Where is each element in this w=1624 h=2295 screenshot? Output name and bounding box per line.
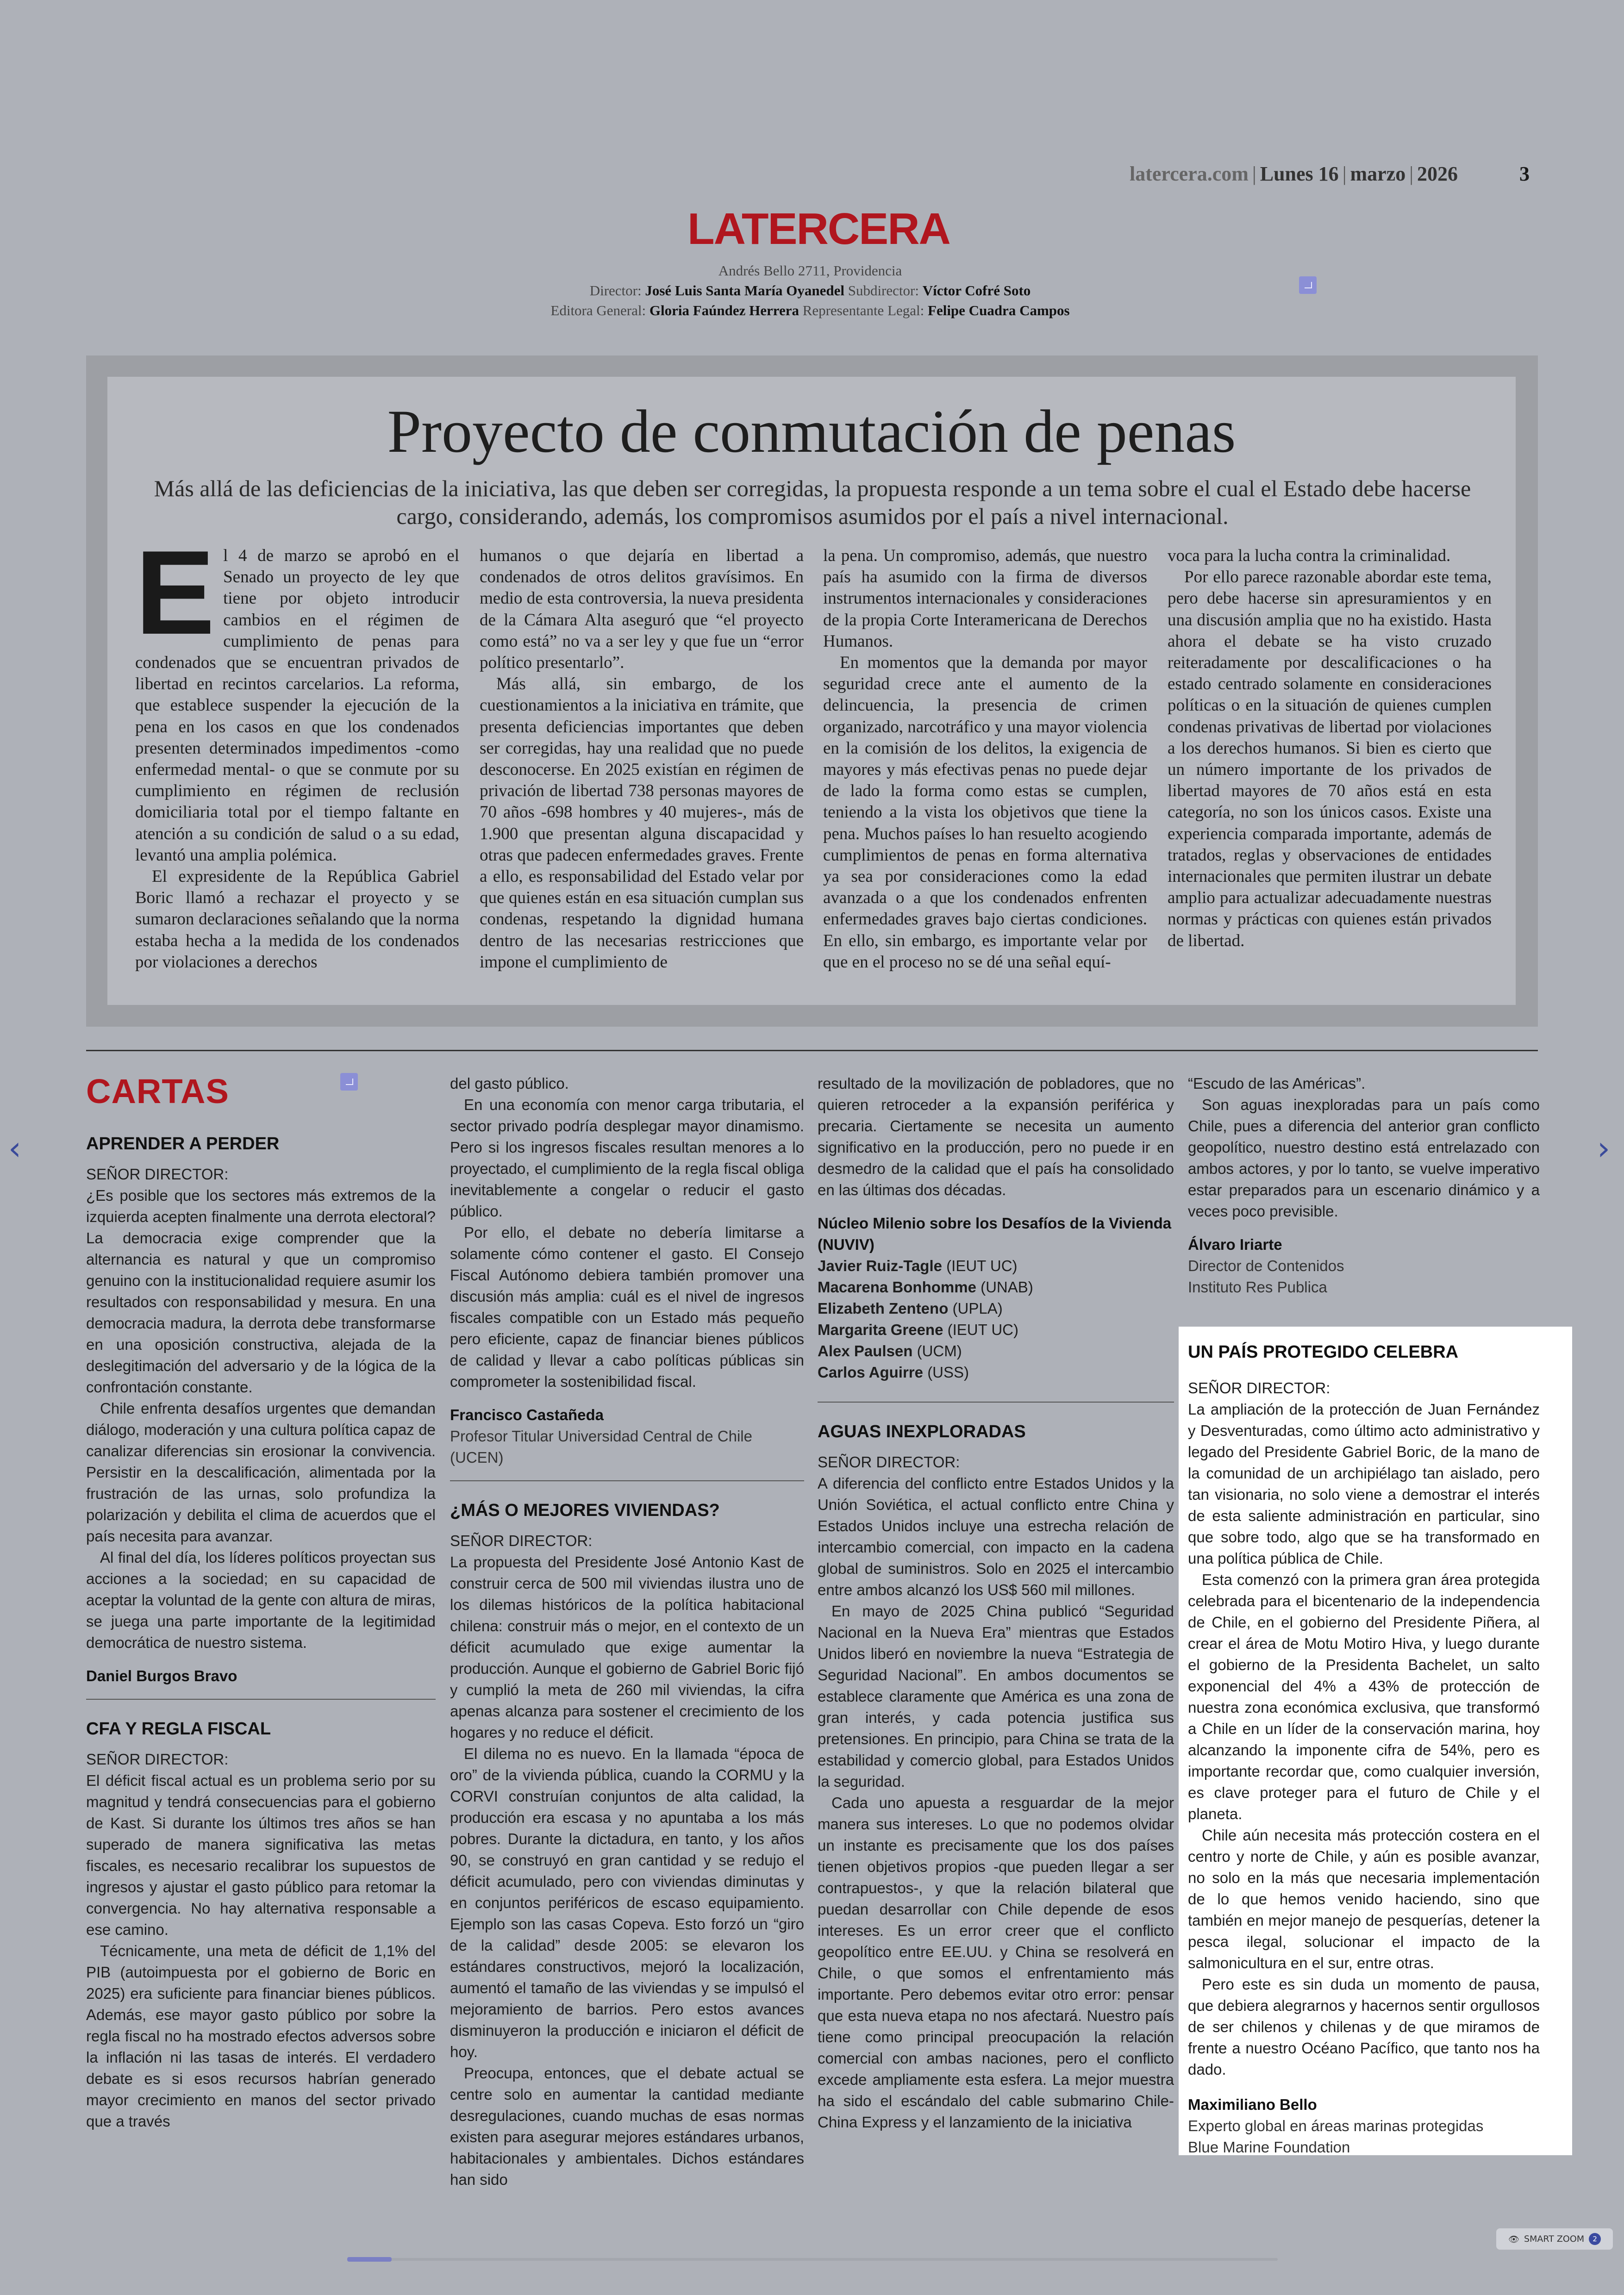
paragraph: resultado de la movilización de pobladores, que no quieren retroceder a la expansión periférica y precaria. Ciertamente se necesita un aumento significativo en la producción, pero no puede ir en desmedro de la calidad que el país ha consolidado en las últimas dos décadas.	[818, 1075, 1174, 1198]
letter-title: CFA Y REGLA FISCAL	[86, 1719, 271, 1739]
smart-zoom-button[interactable]	[1496, 2228, 1613, 2250]
paragraph: “Escudo de las Américas”.	[1188, 1075, 1366, 1092]
chevron-right-icon[interactable]: ›	[1597, 1129, 1610, 1167]
page-scrollbar[interactable]	[347, 2258, 1278, 2261]
highlighted-letter	[1188, 1341, 1540, 2158]
paragraph: voca para la lucha contra la criminalidad.	[1168, 546, 1451, 565]
signer-name: Margarita Greene	[818, 1321, 943, 1338]
page-number: 3	[1519, 162, 1530, 185]
signer-affiliation: (UCM)	[917, 1342, 962, 1360]
paragraph: Son aguas inexploradas para un país como Chile, pues a diferencia del anterior gran conflicto geopolítico, nuestro destino está entrelazado con ambos actores, y por lo tanto, se vuelve imperativo estar preparados para un escenario dinámico y a veces poco previsible.	[1188, 1096, 1540, 1220]
newspaper-logo: LATERCERA	[687, 204, 950, 254]
director-name: José Luis Santa María Oyanedel	[645, 282, 844, 299]
letter-signature-role: Experto global en áreas marinas protegidas	[1188, 2117, 1484, 2134]
signer	[818, 1277, 1174, 1298]
scrollbar-thumb[interactable]	[347, 2257, 392, 2262]
editorial-column-4	[1168, 545, 1492, 952]
letter-title: APRENDER A PERDER	[86, 1134, 280, 1154]
representante-label: Representante Legal:	[802, 302, 924, 318]
site-name: latercera.com	[1130, 162, 1249, 185]
paragraph: Chile enfrenta desafíos urgentes que demandan diálogo, moderación y una cultura política capaz de canalizar diferencias sin erosionar la convivencia. Persistir en la descalificación, alimentada por la frustración de las urnas, solo profundiza la polarización y debilita el clima de acuerdos que el país necesita para avanzar.	[86, 1400, 436, 1545]
letter-divider	[818, 1402, 1174, 1403]
paragraph: Por ello parece razonable abordar este tema, pero debe hacerse sin apresuramientos y en una discusión amplia que no ha existido. Hasta ahora el debate se ha visto cruzado reiteradamente por descalificaciones o ha estado centrado solamente en consideraciones políticas o en la situación de quienes cumplen condenas privativas de libertad por violaciones a los derechos humanos. Si bien es cierto que un número importante de los privados de libertad mayores de 70 años está en esta categoría, no son los únicos casos. Existe una experiencia comparada importante, además de tratados, reglas y observaciones de entidades internacionales que permiten ilustrar un debate amplio para actualizar adecuadamente nuestras normas y prácticas con quienes están privados de libertad.	[1168, 568, 1492, 950]
paragraph: l 4 de marzo se aprobó en el Senado un proyecto de ley que tiene por objeto introducir cambios en el régimen de cumplimiento de penas para condenados que se encuentran privados de libertad en recintos carcelarios. La reforma, que establece suspender la ejecución de la pena en los casos en que los condenados presenten determinados impedimentos -como enfermedad mental- o que se conmute por su cumplimiento en régimen de reclusión domiciliaria total por el tiempo faltante en atención a su condición de salud o a su edad, levantó una amplia polémica.	[135, 546, 459, 865]
paragraph: Por ello, el debate no debería limitarse a solamente cómo contener el gasto. El Consejo Fiscal Autónomo debiera también promover una discusión más amplia: cuál es el nivel de ingresos fiscales compatible con un Estado más pequeño pero eficiente, capaz de financiar bienes públicos de calidad y llevar a cabo políticas públicas sin comprometer la sostenibilidad fiscal.	[450, 1224, 804, 1390]
signer-affiliation: (IEUT UC)	[946, 1257, 1018, 1274]
letter-title: ¿MÁS O MEJORES VIVIENDAS?	[450, 1501, 720, 1520]
eye-icon: 👁	[1508, 2234, 1519, 2245]
representante-name: Felipe Cuadra Campos	[928, 302, 1070, 318]
subdirector-name: Víctor Cofré Soto	[922, 282, 1031, 299]
signer-list	[818, 1255, 1174, 1383]
signer-affiliation: (UPLA)	[952, 1300, 1003, 1317]
letter-signature-role: Profesor Titular Universidad Central de Chile (UCEN)	[450, 1428, 752, 1466]
letter-salute: SEÑOR DIRECTOR:	[86, 1166, 229, 1183]
letter-signature: Álvaro Iriarte	[1188, 1236, 1282, 1253]
paragraph: La ampliación de la protección de Juan Fernández y Desventuradas, como último acto administrativo y legado del Presidente Gabriel Boric, de la mano de la comunidad de un archipiélago tan aislado, pero tan visionaria, no solo viene a demostrar el interés de esta saliente administración en particular, sino que sobre todo, algo que se ha transformado en una política pública de Chile.	[1188, 1401, 1540, 1567]
chevron-left-icon[interactable]: ‹	[8, 1129, 21, 1167]
subdirector-label: Subdirector:	[848, 282, 919, 299]
paragraph: El déficit fiscal actual es un problema serio por su magnitud y tendrá consecuencias para el gobierno de Kast. Si durante los últimos tres años se han superado de manera significativa las metas fiscales, es necesario recalibrar los supuestos de ingresos y ajustar el gasto público para retomar la convergencia. No hay alternativa responsable a ese camino.	[86, 1772, 436, 1938]
cartas-column-2	[450, 1073, 804, 2190]
paragraph: La propuesta del Presidente José Antonio Kast de construir cerca de 500 mil viviendas ilustra uno de los dilemas históricos de la política habitacional chilena: construir más o mejor, en el contexto de un déficit acumulado que exige aumentar la producción. Aunque el gobierno de Gabriel Boric fijó y cumplió la meta de 260 mil viviendas, la cifra apenas alcanza para sostener el crecimiento de los hogares y no reduce el déficit.	[450, 1553, 804, 1741]
editorial-title: Proyecto de conmutación de penas	[387, 397, 1236, 465]
signer	[818, 1341, 1174, 1362]
paragraph: humanos o que dejaría en libertad a condenados de otros delitos gravísimos. En medio de esta controversia, la nueva presidenta de la Cámara Alta aseguró que “el proyecto como está” no va a ser ley y que fue un “error político presentarlo”.	[480, 546, 804, 673]
smart-zoom-label: SMART ZOOM	[1524, 2234, 1585, 2244]
letter-signature-role: Director de Contenidos	[1188, 1257, 1344, 1274]
letter-title: UN PAÍS PROTEGIDO CELEBRA	[1188, 1342, 1459, 1362]
editorial-subtitle: Más allá de las deficiencias de la iniciativa, las que deben ser corregidas, la propuesta responde a un tema sobre el cual el Estado debe hacerse cargo, considerando, además, los compromisos asumidos por el país a nivel internacional.	[154, 475, 1471, 529]
paragraph: Cada uno apuesta a resguardar de la mejor manera sus intereses. Lo que no podemos olvidar un instante es precisamente que los dos países tienen objetivos propios -que pueden llegar a ser contrapuestos-, y que la relación bilateral que puedan desarrollar con Chile depende de esos intereses. Es un error creer que el conflicto geopolítico entre EE.UU. y China se resolverá en Chile, o que somos el enfrentamiento más importante. Pero debemos evitar otro error: pensar que esta nueva etapa no nos afectará. Nuestro país tiene como principal preocupación la relación comercial con ambas naciones, pero el conflicto excede ampliamente esta esfera. La mejor muestra ha sido el escándalo del cable submarino Chile-China Express y el lanzamiento de la iniciativa	[818, 1794, 1174, 2131]
paragraph: El dilema no es nuevo. En la llamada “época de oro” de la vivienda pública, cuando la CORMU y la CORVI construían conjuntos de alta calidad, la producción era escasa y no apuntaba a los más pobres. Durante la dictadura, en tanto, y los años 90, se construyó en gran cantidad y se redujo el déficit acumulado, pero con viviendas diminutas y en conjuntos periféricos de escaso equipamiento. Ejemplo son las casas Copeva. Esto forzó un “giro de la calidad” desde 2005: se elevaron los estándares constructivos, mejoró la localización, aumentó el tamaño de las viviendas y se impulsó el mejoramiento de barrios. Pero estos avances disminuyeron la producción e iniciaron el déficit de hoy.	[450, 1745, 804, 2060]
article-marker-icon[interactable]	[1299, 276, 1317, 294]
signer-name: Javier Ruiz-Tagle	[818, 1257, 942, 1274]
paragraph: Pero este es sin duda un momento de pausa, que debiera alegrarnos y hacernos sentir orgullosos de ser chilenos y chilenas y de que miramos de frente a nuestro Océano Pacífico, que tanto nos ha dado.	[1188, 1976, 1540, 2078]
paragraph: Preocupa, entonces, que el debate actual se centre solo en aumentar la cantidad mediante desregulaciones, cuando muchas de esas normas existen para asegurar mejores estándares urbanos, habitacionales y ambientales. Dichos estándares han sido	[450, 2064, 804, 2188]
letter-salute: SEÑOR DIRECTOR:	[1188, 1379, 1330, 1397]
letter-divider	[86, 1699, 436, 1700]
signer-name: Carlos Aguirre	[818, 1364, 924, 1381]
section-divider	[86, 1050, 1538, 1051]
paragraph: Al final del día, los líderes políticos proyectan sus acciones a la sociedad; en su capacidad de aceptar la voluntad de la gente con altura de miras, se juega una parte importante de la legitimidad democrática de nuestro sistema.	[86, 1549, 436, 1651]
drop-cap: E	[135, 525, 215, 659]
letter-signature-org: Instituto Res Publica	[1188, 1278, 1327, 1296]
cartas-column-1	[86, 1133, 436, 2132]
header-day: Lunes 16	[1260, 162, 1339, 185]
letter-signature: Francisco Castañeda	[450, 1406, 604, 1423]
paragraph: ¿Es posible que los sectores más extremos de la izquierda acepten finalmente una derrota electoral? La democracia exige comprender que la alternancia es natural y que un compromiso genuino con la institucionalidad requiere asumir los resultados con responsabilidad y mesura. En una democracia madura, la derrota debe transformarse en una oposición constructiva, alejada de la deslegitimación del adversario y de la lógica de la confrontación constante.	[86, 1187, 436, 1396]
signer-name: Alex Paulsen	[818, 1342, 913, 1360]
paragraph: Esta comenzó con la primera gran área protegida celebrada para el bicentenario de la independencia de Chile, en el gobierno del Presidente Piñera, al crear el área de Motu Motiro Hiva, y luego durante el gobierno de la Presidenta Bachelet, un salto exponencial del 4% a 43% de protección de nuestra zona económica exclusiva, que transformó a Chile en un líder de la conservación marina, hoy alcanzando la imponente cifra de 54%, pero es importante recordar que, como cualquier inversión, es clave proteger para el futuro de Chile y el planeta.	[1188, 1571, 1540, 1822]
letter-signature: Maximiliano Bello	[1188, 2096, 1317, 2113]
editorial-column-2	[480, 545, 804, 973]
paragraph: Técnicamente, una meta de déficit de 1,1% del PIB (autoimpuesta por el gobierno de Boric en 2025) era suficiente para financiar bienes públicos. Además, ese mayor gasto público por sobre la regla fiscal no ha mostrado efectos adversos sobre la inflación ni las tasas de interés. El verdadero debate es si esos recursos habrían generado mayor crecimiento en manos del sector privado que a través	[86, 1942, 436, 2130]
signer-affiliation: (IEUT UC)	[947, 1321, 1019, 1338]
paragraph: En mayo de 2025 China publicó “Seguridad Nacional en la Nueva Era” mientras que Estados Unidos liberó en noviembre la nueva “Estrategia de Seguridad Nacional”. En ambos documentos se establece claramente que América es una zona de gran interés, y cada potencia justifica sus pretensiones. En principio, para China se trata de la estabilidad y comercio global, para Estados Unidos la seguridad.	[818, 1603, 1174, 1790]
signer-affiliation: (USS)	[927, 1364, 969, 1381]
article-marker-icon[interactable]	[340, 1073, 358, 1091]
cartas-column-4	[1188, 1073, 1540, 1298]
masthead-address: Andrés Bello 2711, Providencia	[718, 262, 902, 279]
paragraph: la pena. Un compromiso, además, que nuestro país ha asumido con la firma de diversos instrumentos internacionales y consideraciones de la propia Corte Interamericana de Derechos Humanos.	[823, 546, 1147, 651]
letter-divider	[450, 1480, 804, 1481]
signer-affiliation: (UNAB)	[981, 1278, 1033, 1296]
signer-name: Elizabeth Zenteno	[818, 1300, 949, 1317]
letter-salute: SEÑOR DIRECTOR:	[86, 1751, 229, 1768]
letter-signature-org: Blue Marine Foundation	[1188, 2139, 1350, 2156]
editora-label: Editora General:	[550, 302, 646, 318]
signer	[818, 1362, 1174, 1383]
signer-name: Macarena Bonhomme	[818, 1278, 976, 1296]
paragraph: Chile aún necesita más protección costera en el centro y norte de Chile, y aún es posible avanzar, no solo en la más que necesaria implementación de lo que hemos venido haciendo, sino que también en mejor manejo de pesquerías, detener la pesca ilegal, solucionar el impacto de la salmonicultura en el sur, entre otras.	[1188, 1827, 1540, 1971]
cartas-column-3	[818, 1073, 1174, 2133]
page-header-date: latercera.com | Lunes 16 | marzo | 2026	[1130, 162, 1458, 185]
editorial-column-1	[135, 525, 459, 973]
letter-salute: SEÑOR DIRECTOR:	[450, 1532, 593, 1549]
letter-organization: Núcleo Milenio sobre los Desafíos de la Vivienda (NUVIV)	[818, 1215, 1172, 1253]
paragraph: del gasto público.	[450, 1075, 569, 1092]
director-label: Director:	[589, 282, 642, 299]
signer	[818, 1255, 1174, 1277]
header-month: marzo	[1350, 162, 1406, 185]
signer	[818, 1298, 1174, 1319]
cartas-section-title: CARTAS	[86, 1072, 229, 1110]
smart-zoom-count: 2	[1589, 2233, 1601, 2245]
letter-signature: Daniel Burgos Bravo	[86, 1667, 237, 1684]
header-year: 2026	[1417, 162, 1458, 185]
paragraph: En una economía con menor carga tributaria, el sector privado podría desplegar mayor dinamismo. Pero si los ingresos fiscales resultan menores a lo proyectado, el cumplimiento de la regla fiscal obliga inevitablemente a congelar o reducir el gasto público.	[450, 1096, 804, 1220]
signer	[818, 1319, 1174, 1341]
paragraph: En momentos que la demanda por mayor seguridad crece ante el aumento de la delincuencia, la presencia de crimen organizado, narcotráfico y una mayor violencia en la comisión de los delitos, la exigencia de mayores y más efectivas penas no puede dejar de lado la forma como estas se cumplen, teniendo a la vista los objetivos que tiene la pena. Muchos países lo han resuelto acogiendo cumplimientos de penas en forma alternativa ya sea por consideraciones como la edad avanzada o a que los condenados enfrenten enfermedades graves bajo ciertas condiciones. En ello, sin embargo, es importante velar por que en el proceso no se dé una señal equí-	[823, 653, 1147, 972]
paragraph: A diferencia del conflicto entre Estados Unidos y la Unión Soviética, el actual conflicto entre China y Estados Unidos incluye una estrecha relación de intercambio comercial, con impacto en la cadena global de suministros. Solo en 2025 el intercambio entre ambos alcanzó los US$ 560 mil millones.	[818, 1475, 1174, 1598]
letter-salute: SEÑOR DIRECTOR:	[818, 1453, 960, 1471]
letter-title: AGUAS INEXPLORADAS	[818, 1422, 1026, 1441]
editora-name: Gloria Faúndez Herrera	[649, 302, 799, 318]
paragraph: Más allá, sin embargo, de los cuestionamientos a la iniciativa en trámite, que presenta deficiencias importantes que deben ser corregidas, hay una realidad que no puede desconocerse. En 2025 existían en régimen de privación de libertad 738 personas mayores de 70 años -698 hombres y 40 mujeres-, más de 1.900 que presentan alguna discapacidad y otras que padecen enfermedades graves. Frente a ello, es responsabilidad del Estado velar por que quienes están en esa situación cumplan sus condenas, respetando la dignidad humana dentro de las necesarias restricciones que impone el cumplimiento de	[480, 674, 804, 972]
paragraph: El expresidente de la República Gabriel Boric llamó a rechazar el proyecto y se sumaron declaraciones señalando que la norma estaba hecha a la medida de los condenados por violaciones a derechos	[135, 867, 459, 972]
masthead	[481, 261, 1139, 320]
editorial-column-3	[823, 545, 1147, 973]
